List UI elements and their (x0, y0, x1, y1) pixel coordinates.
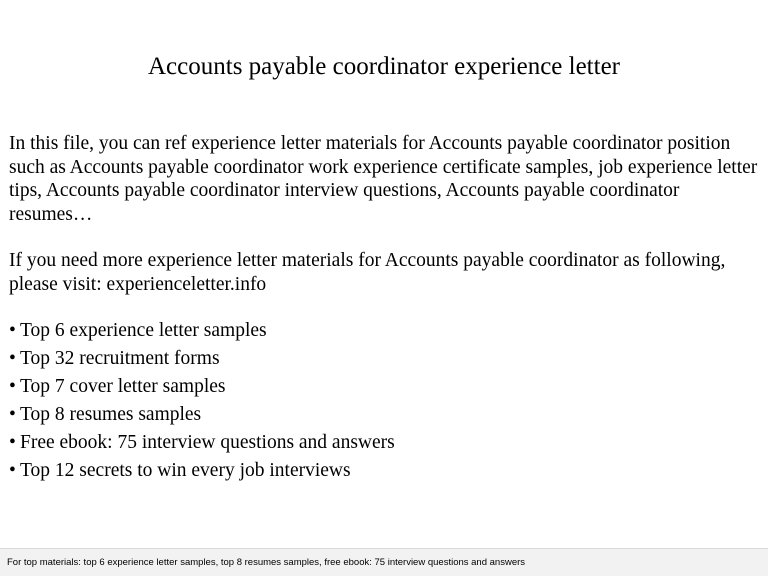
footer-text: For top materials: top 6 experience letter samples, top 8 resumes samples, free ebook: 75 interview questions and answers (7, 557, 526, 568)
slide-body (9, 132, 759, 487)
visit-paragraph: If you need more experience letter materials for Accounts payable coordinator as following, please visit: experienceletter.info (9, 250, 726, 295)
list-item-label: Top 8 resumes samples (20, 404, 202, 425)
bullet-icon: • (9, 376, 16, 397)
slide-title: Accounts payable coordinator experience letter (148, 53, 620, 80)
materials-list (9, 319, 759, 483)
list-item-label: Free ebook: 75 interview questions and answers (20, 432, 395, 453)
intro-paragraph: In this file, you can ref experience letter materials for Accounts payable coordinator position such as Accounts payable coordinator work experience certificate samples, job experience letter tips, Accounts payable coordinator interview questions, Accounts payable coordinator resumes… (9, 133, 758, 225)
bullet-icon: • (9, 404, 16, 425)
bullet-icon: • (9, 348, 16, 369)
list-item-label: Top 32 recruitment forms (20, 348, 220, 369)
bullet-icon: • (9, 432, 16, 453)
list-item (9, 375, 759, 399)
list-item (9, 319, 759, 343)
list-item-label: Top 12 secrets to win every job interviews (20, 460, 351, 481)
list-item (9, 431, 759, 455)
list-item (9, 459, 759, 483)
bullet-icon: • (9, 320, 16, 341)
list-item (9, 347, 759, 371)
list-item-label: Top 7 cover letter samples (20, 376, 226, 397)
list-item-label: Top 6 experience letter samples (20, 320, 267, 341)
list-item (9, 403, 759, 427)
footer-bar (0, 548, 768, 576)
bullet-icon: • (9, 460, 16, 481)
